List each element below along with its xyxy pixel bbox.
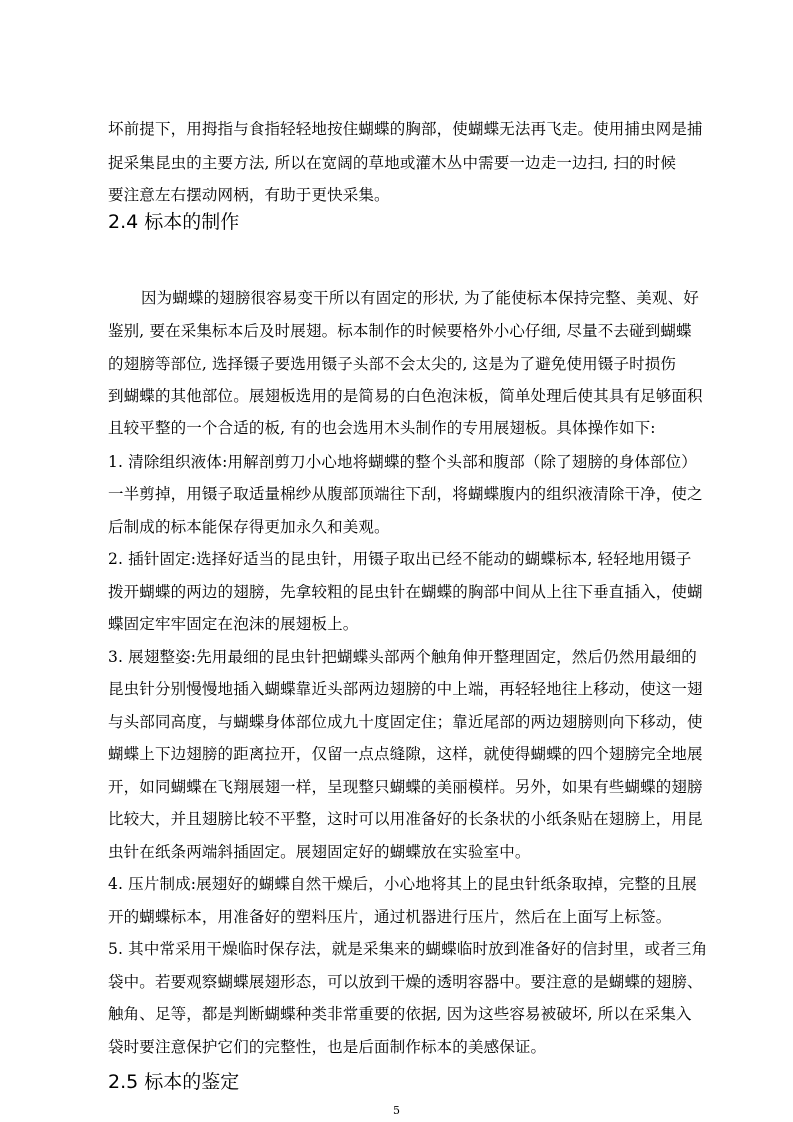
paragraph-line: 3. 展翅整姿:先用最细的昆虫针把蝴蝶头部两个触角伸开整理固定，然后仍然用最细的 (108, 648, 697, 666)
page-number: 5 (393, 1104, 400, 1117)
paragraph-line: 袋中。若要观察蝴蝶展翅形态，可以放到干燥的透明容器中。要注意的是蝴蝶的翅膀、 (108, 973, 703, 991)
paragraph-line: 4. 压片制成:展翅好的蝴蝶自然干燥后，小心地将其上的昆虫针纸条取掉，完整的且展 (108, 875, 697, 893)
paragraph-line: 坏前提下，用拇指与食指轻轻地按住蝴蝶的胸部，使蝴蝶无法再飞走。使用捕虫网是捕 (108, 120, 703, 138)
paragraph-line: 鉴别, 要在采集标本后及时展翅。标本制作的时候要格外小心仔细, 尽量不去碰到蝴蝶 (108, 322, 692, 340)
paragraph-line: 捉采集昆虫的主要方法, 所以在宽阔的草地或灌木丛中需要一边走一边扫, 扫的时候 (108, 154, 677, 172)
paragraph-line: 比较大，并且翅膀比较不平整，这时可以用准备好的长条状的小纸条贴在翅膀上，用昆 (108, 810, 703, 828)
paragraph-line: 蝶固定牢牢固定在泡沫的展翅板上。 (108, 615, 359, 633)
paragraph-line: 虫针在纸条两端斜插固定。展翅固定好的蝴蝶放在实验室中。 (108, 843, 531, 861)
paragraph-line: 一半剪掉，用镊子取适量棉纱从腹部顶端往下刮，将蝴蝶腹内的组织液清除干净，使之 (108, 485, 703, 503)
paragraph-line: 与头部同高度，与蝴蝶身体部位成九十度固定住；靠近尾部的两边翅膀则向下移动，使 (108, 713, 703, 731)
paragraph-line: 拨开蝴蝶的两边的翅膀，先拿较粗的昆虫针在蝴蝶的胸部中间从上往下垂直插入，使蝴 (108, 583, 703, 601)
paragraph-line: 5. 其中常采用干燥临时保存法，就是采集来的蝴蝶临时放到准备好的信封里，或者三角 (108, 940, 708, 958)
paragraph-line: 昆虫针分别慢慢地插入蝴蝶靠近头部两边翅膀的中上端，再轻轻地往上移动，使这一翅 (108, 680, 703, 698)
paragraph-line: 且较平整的一个合适的板, 有的也会选用木头制作的专用展翅板。具体操作如下: (108, 419, 656, 437)
paragraph-line: 因为蝴蝶的翅膀很容易变干所以有固定的形状, 为了能使标本保持完整、美观、好 (141, 289, 699, 307)
paragraph-line: 1. 清除组织液体:用解剖剪刀小心地将蝴蝶的整个头部和腹部（除了翅膀的身体部位） (108, 453, 697, 471)
paragraph-line: 触角、足等，都是判断蝴蝶种类非常重要的依据, 因为这些容易被破坏, 所以在采集入 (108, 1005, 692, 1023)
paragraph-line: 袋时要注意保护它们的完整性，也是后面制作标本的美感保证。 (108, 1038, 547, 1056)
paragraph-line: 2. 插针固定:选择好适当的昆虫针，用镊子取出已经不能动的蝴蝶标本, 轻轻地用镊子 (108, 550, 692, 568)
paragraph-line: 蝴蝶上下边翅膀的距离拉开，仅留一点点缝隙，这样，就使得蝴蝶的四个翅膀完全地展 (108, 745, 703, 763)
paragraph-line: 的翅膀等部位, 选择镊子要选用镊子头部不会太尖的, 这是为了避免使用镊子时损伤 (108, 355, 677, 373)
section-heading-2-5: 2.5 标本的鉴定 (108, 1071, 240, 1093)
paragraph-line: 后制成的标本能保存得更加永久和美观。 (108, 518, 390, 536)
paragraph-line: 开，如同蝴蝶在飞翔展翅一样，呈现整只蝴蝶的美丽模样。另外，如果有些蝴蝶的翅膀 (108, 778, 703, 796)
paragraph-line: 到蝴蝶的其他部位。展翅板选用的是简易的白色泡沫板，简单处理后使其具有足够面积 (108, 387, 703, 405)
paragraph-line: 要注意左右摆动网柄，有助于更快采集。 (108, 186, 390, 204)
paragraph-line: 开的蝴蝶标本，用准备好的塑料压片，通过机器进行压片，然后在上面写上标签。 (108, 908, 672, 926)
section-heading-2-4: 2.4 标本的制作 (108, 211, 240, 233)
